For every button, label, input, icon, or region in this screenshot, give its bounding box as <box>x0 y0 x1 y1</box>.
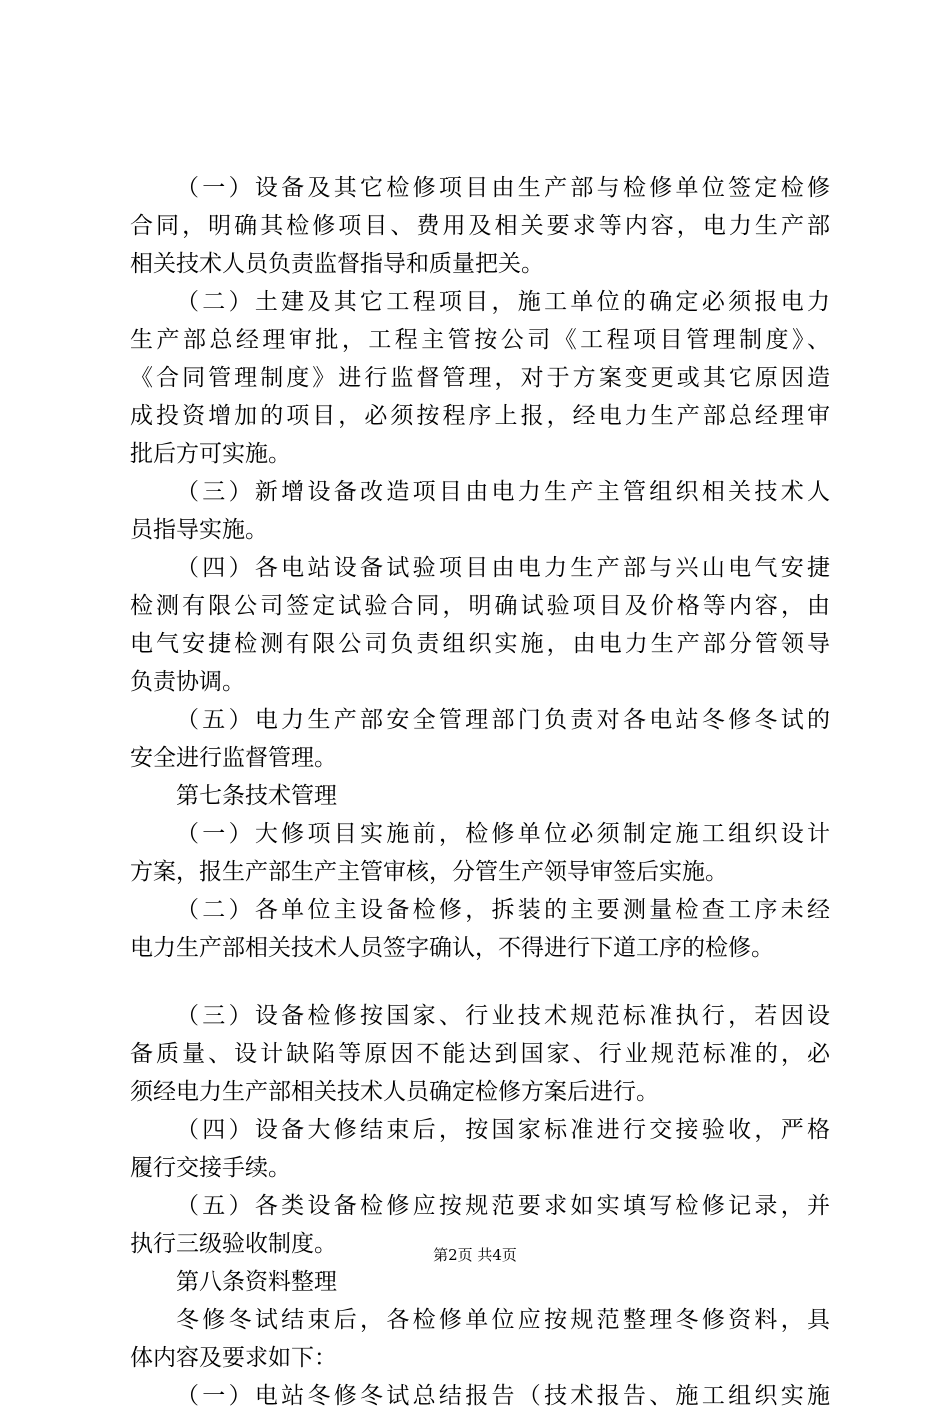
paragraph-line: （四）设备大修结束后，按国家标准进行交接验收，严格 <box>176 1117 830 1143</box>
paragraph-line: 安全进行监督管理。 <box>130 745 337 771</box>
paragraph-line: （五）各类设备检修应按规范要求如实填写检修记录，并 <box>176 1193 830 1219</box>
paragraph-line: 体内容及要求如下： <box>130 1345 337 1371</box>
document-body <box>130 169 830 1415</box>
paragraph-line: （二）土建及其它工程项目，施工单位的确定必须报电力 <box>176 289 830 315</box>
paragraph-line: 员指导实施。 <box>130 517 268 543</box>
paragraph-line: 检测有限公司签定试验合同，明确试验项目及价格等内容，由 <box>130 593 830 619</box>
paragraph-line: （一）电站冬修冬试总结报告（技术报告、施工组织实施 <box>176 1383 830 1409</box>
section-heading: 第七条技术管理 <box>176 783 337 809</box>
paragraph-line: 电力生产部相关技术人员签字确认，不得进行下道工序的检修。 <box>130 935 774 961</box>
paragraph-line: 负责协调。 <box>130 669 245 695</box>
paragraph-line: （三）设备检修按国家、行业技术规范标准执行，若因设 <box>176 1003 830 1029</box>
paragraph-line: 合同，明确其检修项目、费用及相关要求等内容，电力生产部 <box>130 213 830 239</box>
paragraph-line: 冬修冬试结束后，各检修单位应按规范整理冬修资料，具 <box>176 1307 830 1333</box>
page-number-footer: 第2页 共4页 <box>433 1246 517 1264</box>
paragraph-line: 须经电力生产部相关技术人员确定检修方案后进行。 <box>130 1079 659 1105</box>
paragraph-line: 相关技术人员负责监督指导和质量把关。 <box>130 251 544 277</box>
paragraph-line: 《合同管理制度》进行监督管理，对于方案变更或其它原因造 <box>130 365 830 391</box>
paragraph-gap <box>130 967 830 997</box>
paragraph-line: 生产部总经理审批，工程主管按公司《工程项目管理制度》、 <box>130 327 830 353</box>
paragraph-line: （一）设备及其它检修项目由生产部与检修单位签定检修 <box>176 175 830 201</box>
paragraph-line: 备质量、设计缺陷等原因不能达到国家、行业规范标准的，必 <box>130 1041 830 1067</box>
paragraph-line: （二）各单位主设备检修，拆装的主要测量检查工序未经 <box>176 897 830 923</box>
paragraph-line: （一）大修项目实施前，检修单位必须制定施工组织设计 <box>176 821 830 847</box>
paragraph-line: 成投资增加的项目，必须按程序上报，经电力生产部总经理审 <box>130 403 830 429</box>
paragraph-line: （三）新增设备改造项目由电力生产主管组织相关技术人 <box>176 479 830 505</box>
paragraph-line: 履行交接手续。 <box>130 1155 291 1181</box>
paragraph-line: 批后方可实施。 <box>130 441 291 467</box>
paragraph-line: 电气安捷检测有限公司负责组织实施，由电力生产部分管领导 <box>130 631 830 657</box>
paragraph-line: 执行三级验收制度。 <box>130 1231 337 1257</box>
paragraph-line: （四）各电站设备试验项目由电力生产部与兴山电气安捷 <box>176 555 830 581</box>
paragraph-line: （五）电力生产部安全管理部门负责对各电站冬修冬试的 <box>176 707 830 733</box>
paragraph-line: 方案，报生产部生产主管审核，分管生产领导审签后实施。 <box>130 859 728 885</box>
section-heading: 第八条资料整理 <box>176 1269 337 1295</box>
